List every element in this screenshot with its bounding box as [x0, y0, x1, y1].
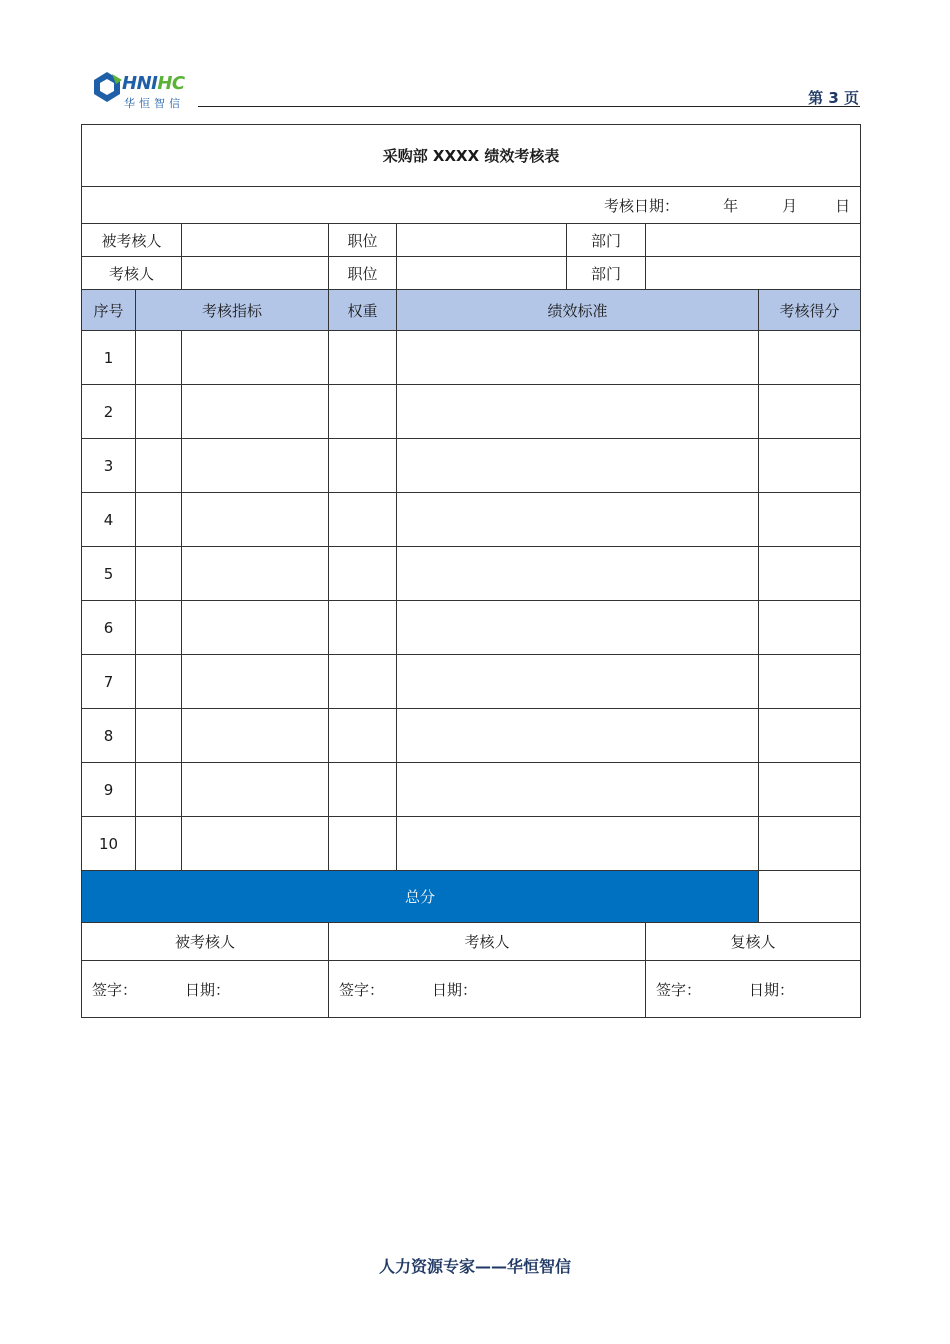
indicator-cell[interactable] [182, 817, 329, 871]
date-month: 月 [782, 196, 798, 215]
table-row [82, 601, 861, 655]
assessor-field[interactable] [182, 257, 329, 290]
indicator-category-cell[interactable] [136, 709, 182, 763]
indicator-cell[interactable] [182, 601, 329, 655]
score-cell[interactable] [759, 439, 861, 493]
weight-cell[interactable] [329, 709, 397, 763]
indicator-category-cell[interactable] [136, 763, 182, 817]
score-cell[interactable] [759, 817, 861, 871]
row-number: 3 [82, 439, 136, 493]
standard-cell[interactable] [397, 547, 759, 601]
score-cell[interactable] [759, 763, 861, 817]
weight-cell[interactable] [329, 817, 397, 871]
table-row [82, 763, 861, 817]
column-header-no: 序号 [82, 290, 136, 331]
assessor-department-field[interactable] [646, 257, 861, 290]
date-day: 日 [835, 196, 851, 215]
weight-cell[interactable] [329, 439, 397, 493]
assessee-position-field[interactable] [397, 224, 567, 257]
signoff-reviewer-label: 复核人 [646, 923, 861, 961]
signoff-assessor-signature[interactable] [329, 961, 646, 1018]
row-number: 4 [82, 493, 136, 547]
signoff-reviewer-signature[interactable] [646, 961, 861, 1018]
header-divider [198, 106, 860, 107]
assessee-label: 被考核人 [82, 224, 182, 257]
table-row [82, 709, 861, 763]
score-cell[interactable] [759, 493, 861, 547]
footer-slogan: 人力资源专家——华恒智信 [378, 1257, 571, 1276]
score-cell[interactable] [759, 331, 861, 385]
table-row [82, 547, 861, 601]
standard-cell[interactable] [397, 709, 759, 763]
standard-cell[interactable] [397, 331, 759, 385]
indicator-category-cell[interactable] [136, 547, 182, 601]
column-header-score: 考核得分 [759, 290, 861, 331]
indicator-category-cell[interactable] [136, 655, 182, 709]
assessor-position-field[interactable] [397, 257, 567, 290]
assessee-position-label: 职位 [329, 224, 397, 257]
company-logo [90, 70, 198, 112]
standard-cell[interactable] [397, 601, 759, 655]
standard-cell[interactable] [397, 385, 759, 439]
assessor-label: 考核人 [82, 257, 182, 290]
row-number: 8 [82, 709, 136, 763]
row-number: 6 [82, 601, 136, 655]
total-score-label: 总分 [82, 871, 759, 923]
sign-label: 签字： [339, 980, 385, 999]
standard-cell[interactable] [397, 763, 759, 817]
table-row [82, 385, 861, 439]
column-header-standard: 绩效标准 [397, 290, 759, 331]
indicator-cell[interactable] [182, 493, 329, 547]
table-row [82, 331, 861, 385]
score-cell[interactable] [759, 655, 861, 709]
date-year: 年 [723, 196, 739, 215]
standard-cell[interactable] [397, 493, 759, 547]
form-title: 采购部 XXXX 绩效考核表 [82, 125, 861, 187]
sign-date-label: 日期： [749, 980, 795, 999]
weight-cell[interactable] [329, 493, 397, 547]
assessor-position-label: 职位 [329, 257, 397, 290]
indicator-cell[interactable] [182, 709, 329, 763]
assessee-department-label: 部门 [567, 224, 646, 257]
standard-cell[interactable] [397, 817, 759, 871]
row-number: 5 [82, 547, 136, 601]
indicator-category-cell[interactable] [136, 439, 182, 493]
indicator-category-cell[interactable] [136, 331, 182, 385]
indicator-cell[interactable] [182, 655, 329, 709]
logo-mark-icon [90, 70, 124, 104]
table-row [82, 817, 861, 871]
score-cell[interactable] [759, 601, 861, 655]
sign-label: 签字： [92, 980, 138, 999]
weight-cell[interactable] [329, 331, 397, 385]
date-label: 考核日期： [604, 196, 680, 215]
signoff-assessee-label: 被考核人 [82, 923, 329, 961]
signoff-assessor-label: 考核人 [329, 923, 646, 961]
table-row [82, 439, 861, 493]
table-row [82, 493, 861, 547]
assessee-department-field[interactable] [646, 224, 861, 257]
row-number: 2 [82, 385, 136, 439]
signoff-assessee-signature[interactable] [82, 961, 329, 1018]
logo-subtitle: 华恒智信 [124, 97, 184, 110]
score-cell[interactable] [759, 709, 861, 763]
indicator-category-cell[interactable] [136, 817, 182, 871]
score-cell[interactable] [759, 385, 861, 439]
sign-date-label: 日期： [432, 980, 478, 999]
weight-cell[interactable] [329, 763, 397, 817]
indicator-cell[interactable] [182, 439, 329, 493]
indicator-cell[interactable] [182, 385, 329, 439]
score-cell[interactable] [759, 547, 861, 601]
column-header-indicator: 考核指标 [136, 290, 329, 331]
indicator-cell[interactable] [182, 547, 329, 601]
indicator-category-cell[interactable] [136, 601, 182, 655]
sign-date-label: 日期： [185, 980, 231, 999]
weight-cell[interactable] [329, 385, 397, 439]
column-header-weight: 权重 [329, 290, 397, 331]
row-number: 9 [82, 763, 136, 817]
sign-label: 签字： [656, 980, 702, 999]
table-row [82, 655, 861, 709]
logo-wordmark: HNIHC [122, 73, 185, 94]
weight-cell[interactable] [329, 655, 397, 709]
standard-cell[interactable] [397, 439, 759, 493]
weight-cell[interactable] [329, 547, 397, 601]
assessor-department-label: 部门 [567, 257, 646, 290]
evaluation-form [81, 124, 861, 1018]
indicator-cell[interactable] [182, 763, 329, 817]
assessee-field[interactable] [182, 224, 329, 257]
weight-cell[interactable] [329, 601, 397, 655]
indicator-category-cell[interactable] [136, 385, 182, 439]
indicator-category-cell[interactable] [136, 493, 182, 547]
indicator-cell[interactable] [182, 331, 329, 385]
row-number: 1 [82, 331, 136, 385]
row-number: 7 [82, 655, 136, 709]
standard-cell[interactable] [397, 655, 759, 709]
total-score-field[interactable] [759, 871, 861, 923]
row-number: 10 [82, 817, 136, 871]
assessment-date [82, 187, 861, 224]
page-number: 第 3 页 [808, 89, 859, 107]
